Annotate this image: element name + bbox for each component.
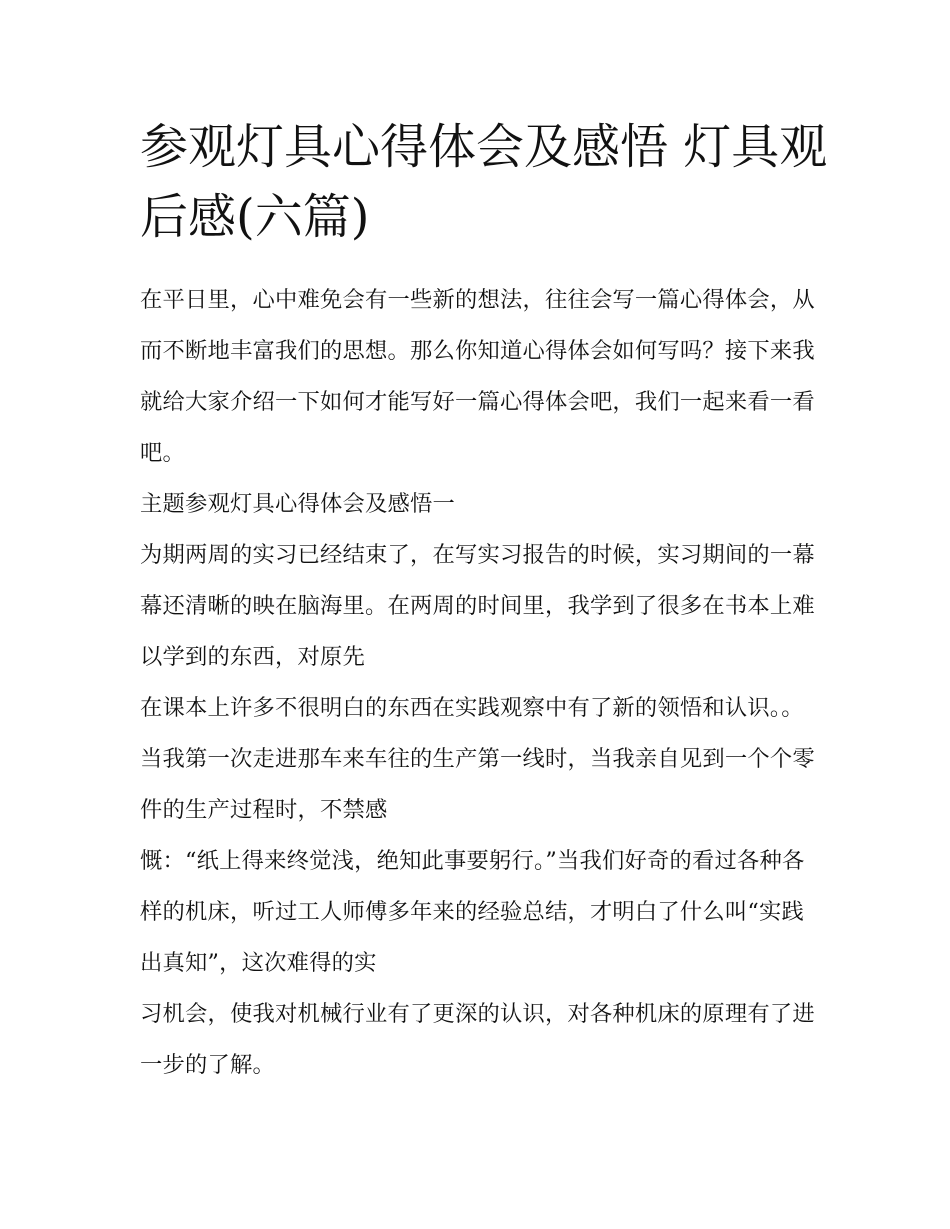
body-paragraph: 为期两周的实习已经结束了，在写实习报告的时候，实习期间的一幕幕还清晰的映在脑海里。在两周的时间里，我学到了很多在书本上难以学到的东西，对原先 bbox=[140, 542, 815, 670]
intro-paragraph: 在平日里，心中难免会有一些新的想法，往往会写一篇心得体会，从而不断地丰富我们的思想。那么你知道心得体会如何写吗？接下来我就给大家介绍一下如何才能写好一篇心得体会吧，我们一起来看一看吧。 bbox=[140, 287, 815, 466]
body-paragraph: 习机会，使我对机械行业有了更深的认识，对各种机床的原理有了进一步的了解。 bbox=[140, 1001, 815, 1078]
section-heading: 主题参观灯具心得体会及感悟一 bbox=[140, 491, 455, 517]
body-paragraph: 慨：“纸上得来终觉浅，绝知此事要躬行。”当我们好奇的看过各种各样的机床，听过工人师傅多年来的经验总结，才明白了什么叫“实践出真知”，这次难得的实 bbox=[140, 848, 805, 976]
document-title: 参观灯具心得体会及感悟 灯具观后感(六篇) bbox=[140, 119, 828, 245]
body-paragraph: 在课本上许多不很明白的东西在实践观察中有了新的领悟和认识。。当我第一次走进那车来车往的生产第一线时，当我亲自见到一个个零件的生产过程时，不禁感 bbox=[140, 695, 815, 823]
document-body bbox=[140, 275, 820, 1091]
